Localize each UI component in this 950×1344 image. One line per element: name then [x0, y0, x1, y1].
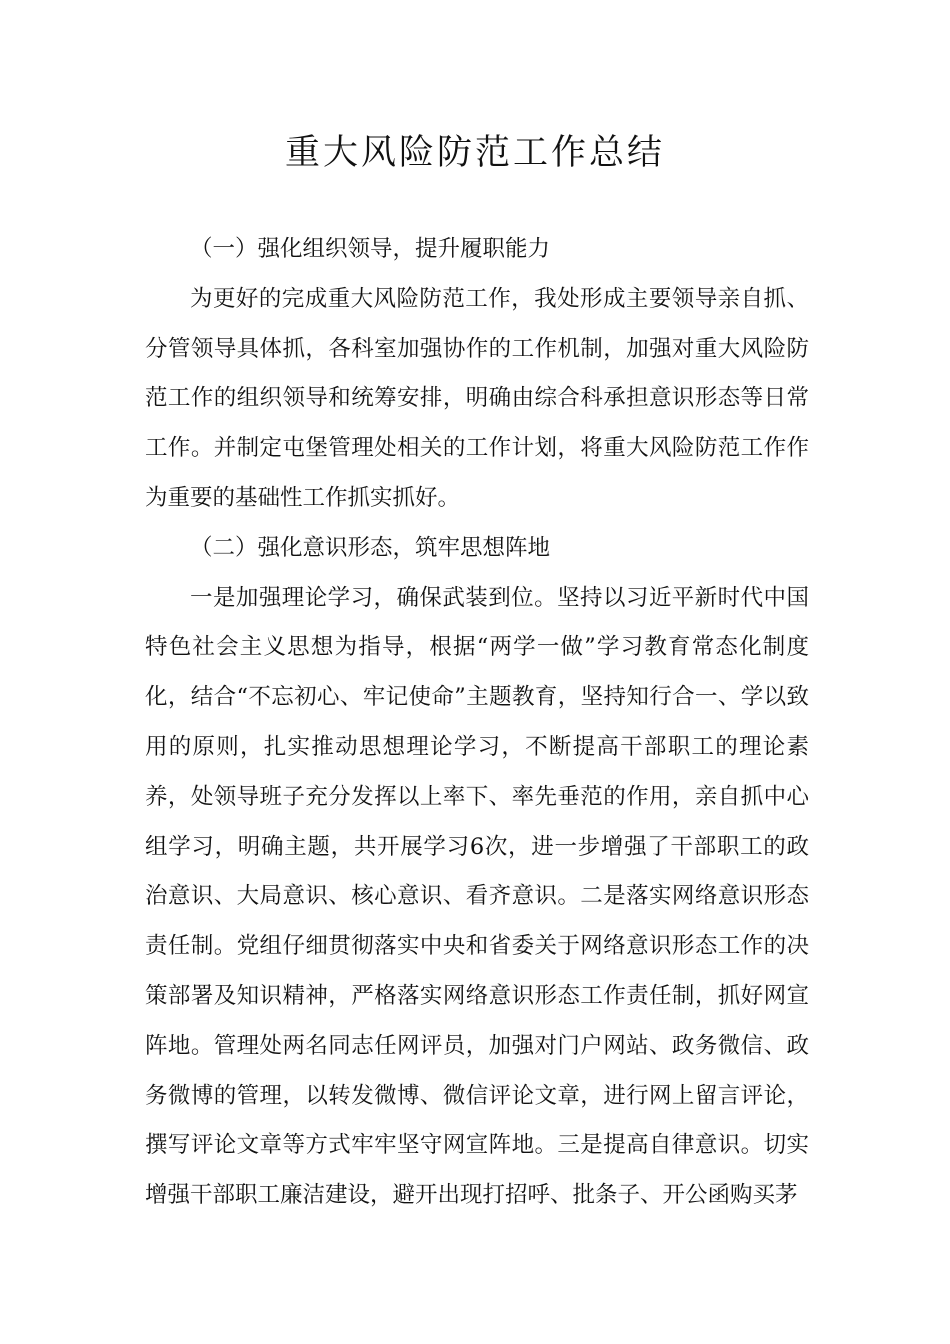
- section-paragraph-1: 为更好的完成重大风险防范工作，我处形成主要领导亲自抓、分管领导具体抓，各科室加强协作的工作机制，加强对重大风险防范工作的组织领导和统筹安排，明确由综合科承担意识形态等日常工作。并制定屯堡管理处相关的工作计划，将重大风险防范工作作为重要的基础性工作抓实抓好。: [145, 285, 809, 511]
- document-title: 重大风险防范工作总结: [284, 133, 665, 173]
- section-heading-1: （一）强化组织领导，提升履职能力: [190, 236, 551, 262]
- section-paragraph-2: 一是加强理论学习，确保武装到位。坚持以习近平新时代中国特色社会主义思想为指导，根据“两学一做”学习教育常态化制度化，结合“不忘初心、牢记使命”主题教育，坚持知行合一、学以致用的原则，扎实推动思想理论学习，不断提高干部职工的理论素养，处领导班子充分发挥以上率下、率先垂范的作用，亲自抓中心组学习，明确主题，共开展学习6次，进一步增强了干部职工的政治意识、大局意识、核心意识、看齐意识。二是落实网络意识形态责任制。党组仔细贯彻落实中央和省委关于网络意识形态工作的决策部署及知识精神，严格落实网络意识形态工作责任制，抓好网宣阵地。管理处两名同志任网评员，加强对门户网站、政务微信、政务微博的管理，以转发微博、微信评论文章，进行网上留言评论，撰写评论文章等方式牢牢坚守网宣阵地。三是提高自律意识。切实增强干部职工廉洁建设，避开出现打招呼、批条子、开公函购买茅: [145, 584, 809, 1209]
- document-body: [145, 225, 809, 1221]
- section-heading-2: （二）强化意识形态，筑牢思想阵地: [190, 534, 551, 561]
